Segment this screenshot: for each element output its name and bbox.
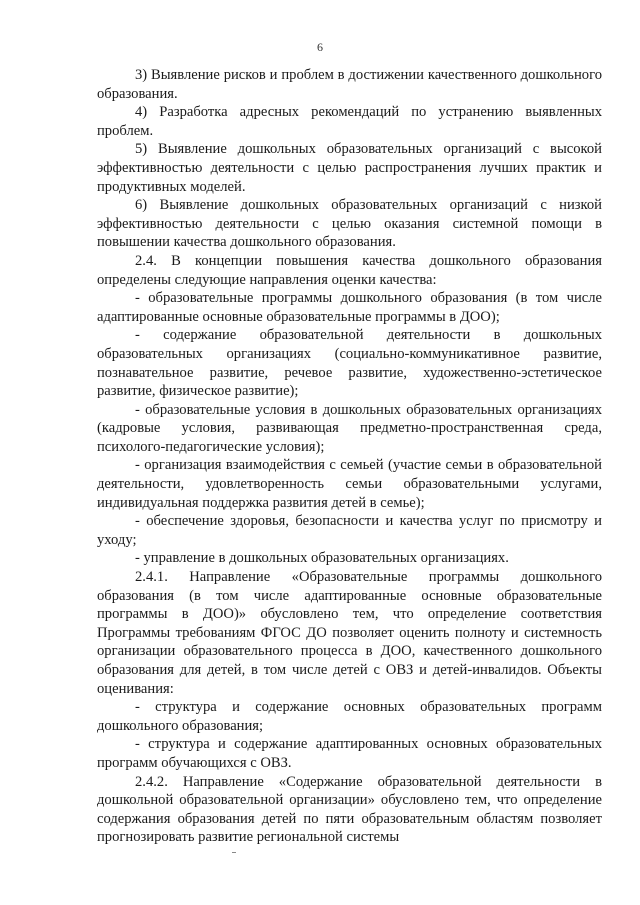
list-item-family: - организация взаимодействия с семьей (участие семьи в образовательной деятельности, удовлетворенность семьи образовательными услугами, индивидуальная поддержка развития детей в семье); — [97, 457, 602, 511]
paragraph-item-4: 4) Разработка адресных рекомендаций по устранению выявленных проблем. — [97, 104, 602, 139]
list-item-programs: - образовательные программы дошкольного образования (в том числе адаптированные основные образовательные программы в ДОО); — [97, 290, 602, 325]
list-item-management: - управление в дошкольных образовательных организациях. — [135, 550, 509, 567]
list-item-health: - обеспечение здоровья, безопасности и качества услуг по присмотру и уходу; — [97, 513, 602, 548]
list-item-structure-main: - структура и содержание основных образовательных программ дошкольного образования; — [97, 699, 602, 734]
list-item-structure-adapted: - структура и содержание адаптированных основных образовательных программ обучающихся с ОВЗ. — [97, 736, 602, 771]
list-item-conditions: - образовательные условия в дошкольных образовательных организациях (кадровые условия, развивающая предметно-пространственная среда, психолого-педагогические условия); — [97, 401, 602, 455]
paragraph-section-2-4-1: 2.4.1. Направление «Образовательные программы дошкольного образования (в том числе адаптированные основные образовательные программы в ДОО)» обусловлено тем, что определение соответствия Программы требованиям ФГОС ДО позволяет оценить полноту и системность организации образовательного процесса в ДОО, качественного дошкольного образования для детей, в том числе детей с ОВЗ и детей-инвалидов. Объекты оценивания: — [97, 569, 602, 697]
list-item-content: - содержание образовательной деятельности в дошкольных образовательных организациях (социально-коммуникативное развитие, познавательное развитие, речевое развитие, художественно-эстетическое развитие, физическое развитие); — [97, 327, 602, 400]
paragraph-section-2-4-2: 2.4.2. Направление «Содержание образовательной деятельности в дошкольной образовательной организации» обусловлено тем, что определение содержания образования детей по пяти образовательным областям позволяет прогнозировать развитие региональной системы — [97, 773, 602, 846]
paragraph-item-5: 5) Выявление дошкольных образовательных организаций с высокой эффективностью деятельности с целью распространения лучших практик и продуктивных моделей. — [97, 141, 602, 195]
paragraph-item-6: 6) Выявление дошкольных образовательных организаций с низкой эффективностью деятельности с целью оказания системной помощи в повышении качества дошкольного образования. — [97, 197, 602, 251]
page-number: 6 — [317, 40, 323, 54]
scan-mark — [232, 852, 236, 853]
paragraph-item-3: 3) Выявление рисков и проблем в достижении качественного дошкольного образования. — [97, 67, 602, 102]
paragraph-section-2-4: 2.4. В концепции повышения качества дошкольного образования определены следующие направления оценки качества: — [97, 252, 602, 288]
document-body — [97, 66, 602, 847]
